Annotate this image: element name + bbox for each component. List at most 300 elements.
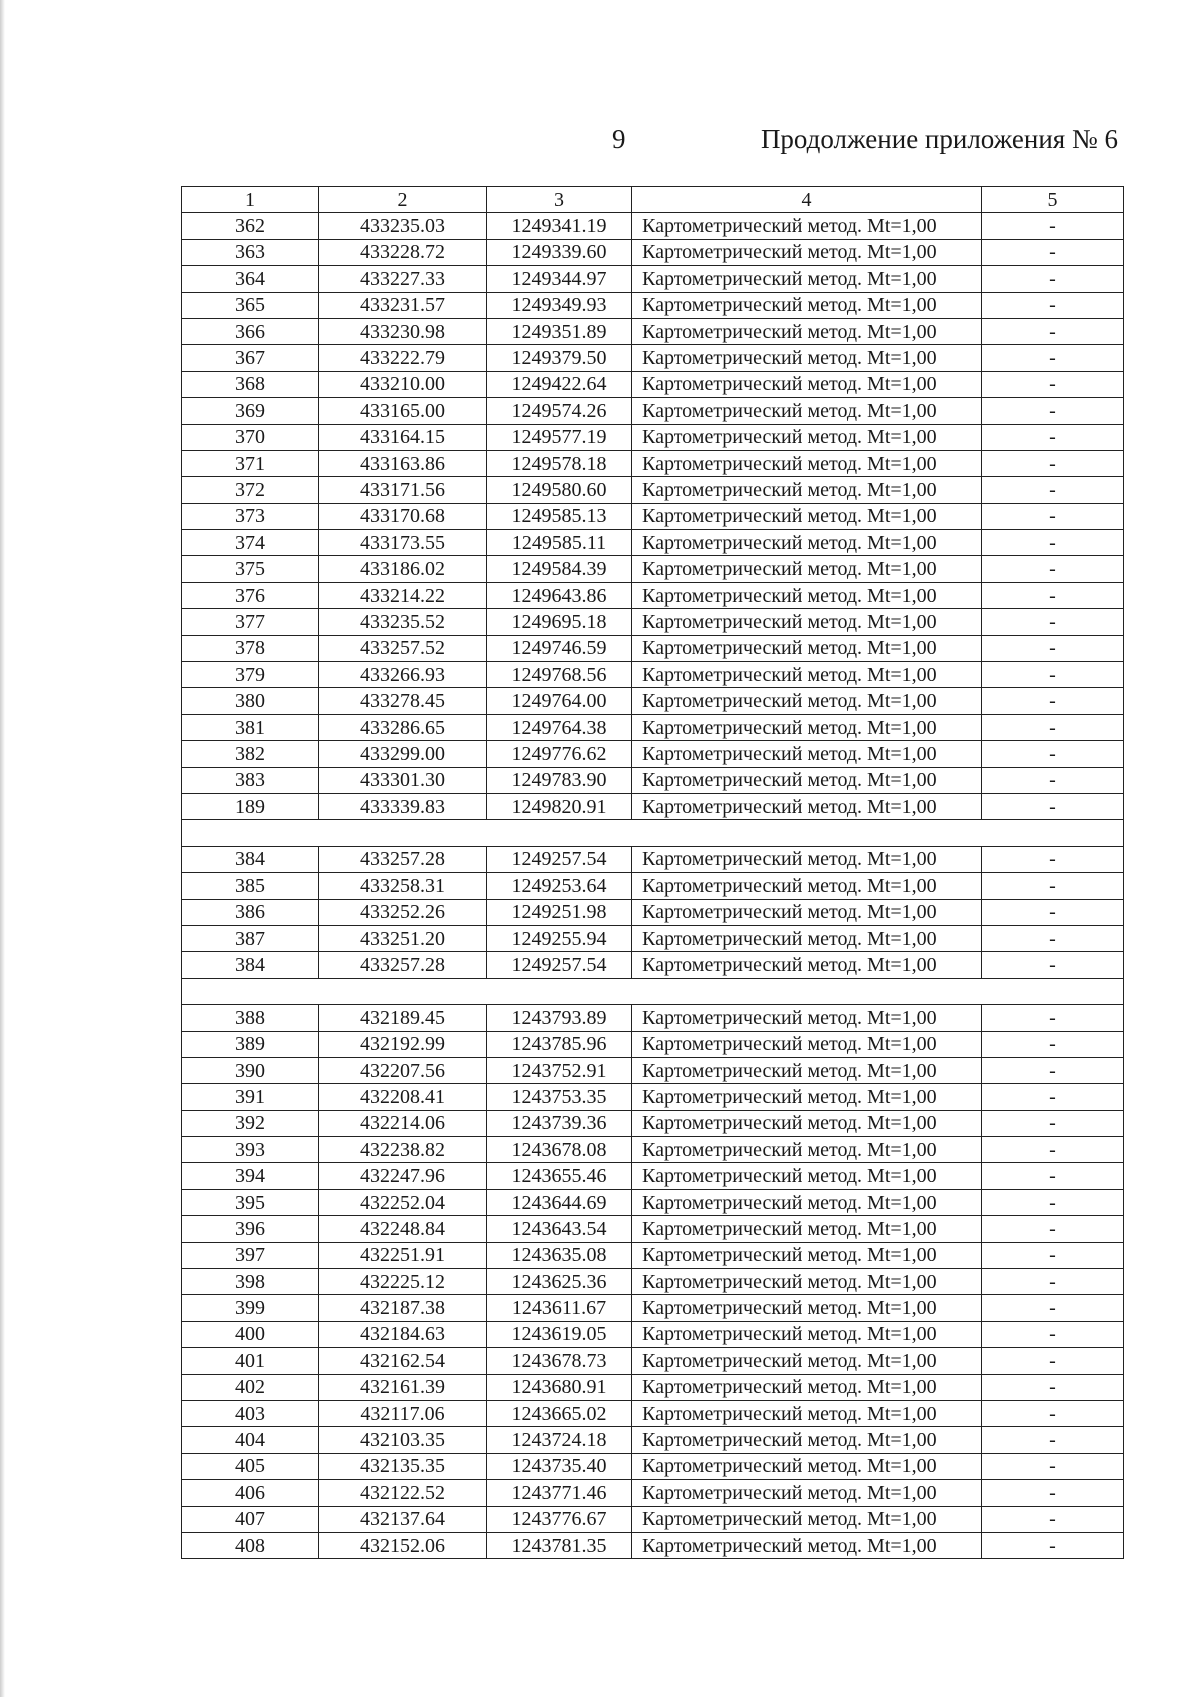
note-cell: - [982, 1057, 1124, 1083]
note-cell: - [982, 1453, 1124, 1479]
x-coordinate-cell: 433235.03 [319, 213, 487, 239]
x-coordinate-cell: 433251.20 [319, 925, 487, 951]
x-coordinate-cell: 433186.02 [319, 556, 487, 582]
method-cell: Картометрический метод. Mt=1,00 [632, 925, 982, 951]
method-cell: Картометрический метод. Mt=1,00 [632, 1163, 982, 1189]
x-coordinate-cell: 432247.96 [319, 1163, 487, 1189]
method-cell: Картометрический метод. Mt=1,00 [632, 450, 982, 476]
table-row [182, 1295, 1124, 1321]
point-number-cell: 398 [182, 1269, 319, 1295]
table-row [182, 767, 1124, 793]
note-cell: - [982, 662, 1124, 688]
note-cell: - [982, 345, 1124, 371]
y-coordinate-cell: 1249585.11 [487, 530, 632, 556]
point-number-cell: 370 [182, 424, 319, 450]
method-cell: Картометрический метод. Mt=1,00 [632, 899, 982, 925]
table-row [182, 1084, 1124, 1110]
y-coordinate-cell: 1243793.89 [487, 1005, 632, 1031]
y-coordinate-cell: 1249349.93 [487, 292, 632, 318]
table-row [182, 318, 1124, 344]
y-coordinate-cell: 1249341.19 [487, 213, 632, 239]
table-row [182, 450, 1124, 476]
method-cell: Картометрический метод. Mt=1,00 [632, 239, 982, 265]
method-cell: Картометрический метод. Mt=1,00 [632, 398, 982, 424]
note-cell: - [982, 318, 1124, 344]
note-cell: - [982, 741, 1124, 767]
point-number-cell: 385 [182, 873, 319, 899]
note-cell: - [982, 530, 1124, 556]
note-cell: - [982, 503, 1124, 529]
method-cell: Картометрический метод. Mt=1,00 [632, 213, 982, 239]
contour-separator-cell [182, 820, 1124, 846]
column-header-1: 1 [182, 187, 319, 213]
table-row [182, 741, 1124, 767]
table-row [182, 345, 1124, 371]
x-coordinate-cell: 433252.26 [319, 899, 487, 925]
method-cell: Картометрический метод. Mt=1,00 [632, 345, 982, 371]
table-row [182, 1480, 1124, 1506]
x-coordinate-cell: 433164.15 [319, 424, 487, 450]
table-row [182, 424, 1124, 450]
x-coordinate-cell: 432214.06 [319, 1110, 487, 1136]
note-cell: - [982, 873, 1124, 899]
x-coordinate-cell: 433231.57 [319, 292, 487, 318]
point-number-cell: 381 [182, 714, 319, 740]
method-cell: Картометрический метод. Mt=1,00 [632, 609, 982, 635]
point-number-cell: 404 [182, 1427, 319, 1453]
table-header-row [182, 187, 1124, 213]
point-number-cell: 374 [182, 530, 319, 556]
x-coordinate-cell: 432251.91 [319, 1242, 487, 1268]
x-coordinate-cell: 433210.00 [319, 371, 487, 397]
method-cell: Картометрический метод. Mt=1,00 [632, 424, 982, 450]
y-coordinate-cell: 1249584.39 [487, 556, 632, 582]
table-row [182, 371, 1124, 397]
x-coordinate-cell: 433230.98 [319, 318, 487, 344]
point-number-cell: 386 [182, 899, 319, 925]
point-number-cell: 400 [182, 1321, 319, 1347]
note-cell: - [982, 1348, 1124, 1374]
x-coordinate-cell: 433173.55 [319, 530, 487, 556]
table-row [182, 952, 1124, 978]
note-cell: - [982, 1110, 1124, 1136]
point-number-cell: 363 [182, 239, 319, 265]
note-cell: - [982, 1137, 1124, 1163]
point-number-cell: 388 [182, 1005, 319, 1031]
column-header-5: 5 [982, 187, 1124, 213]
table-row [182, 1269, 1124, 1295]
point-number-cell: 394 [182, 1163, 319, 1189]
table-row [182, 662, 1124, 688]
point-number-cell: 378 [182, 635, 319, 661]
method-cell: Картометрический метод. Mt=1,00 [632, 1110, 982, 1136]
table-row [182, 609, 1124, 635]
point-number-cell: 382 [182, 741, 319, 767]
method-cell: Картометрический метод. Mt=1,00 [632, 556, 982, 582]
y-coordinate-cell: 1249768.56 [487, 662, 632, 688]
x-coordinate-cell: 432208.41 [319, 1084, 487, 1110]
method-cell: Картометрический метод. Mt=1,00 [632, 1057, 982, 1083]
x-coordinate-cell: 432135.35 [319, 1453, 487, 1479]
contour-separator-row [182, 820, 1124, 846]
x-coordinate-cell: 433258.31 [319, 873, 487, 899]
point-number-cell: 383 [182, 767, 319, 793]
method-cell: Картометрический метод. Mt=1,00 [632, 1189, 982, 1215]
point-number-cell: 395 [182, 1189, 319, 1215]
note-cell: - [982, 952, 1124, 978]
point-number-cell: 371 [182, 450, 319, 476]
note-cell: - [982, 767, 1124, 793]
y-coordinate-cell: 1249764.00 [487, 688, 632, 714]
method-cell: Картометрический метод. Mt=1,00 [632, 1242, 982, 1268]
table-row [182, 1031, 1124, 1057]
method-cell: Картометрический метод. Mt=1,00 [632, 530, 982, 556]
method-cell: Картометрический метод. Mt=1,00 [632, 1216, 982, 1242]
table-row [182, 1453, 1124, 1479]
x-coordinate-cell: 432248.84 [319, 1216, 487, 1242]
point-number-cell: 391 [182, 1084, 319, 1110]
note-cell: - [982, 846, 1124, 872]
point-number-cell: 408 [182, 1532, 319, 1558]
note-cell: - [982, 1163, 1124, 1189]
point-number-cell: 375 [182, 556, 319, 582]
note-cell: - [982, 1216, 1124, 1242]
y-coordinate-cell: 1249643.86 [487, 582, 632, 608]
method-cell: Картометрический метод. Mt=1,00 [632, 1137, 982, 1163]
point-number-cell: 365 [182, 292, 319, 318]
y-coordinate-cell: 1249339.60 [487, 239, 632, 265]
y-coordinate-cell: 1249783.90 [487, 767, 632, 793]
table-row [182, 899, 1124, 925]
x-coordinate-cell: 432189.45 [319, 1005, 487, 1031]
method-cell: Картометрический метод. Mt=1,00 [632, 292, 982, 318]
note-cell: - [982, 925, 1124, 951]
y-coordinate-cell: 1243644.69 [487, 1189, 632, 1215]
table-row [182, 1005, 1124, 1031]
table-row [182, 1348, 1124, 1374]
y-coordinate-cell: 1249695.18 [487, 609, 632, 635]
method-cell: Картометрический метод. Mt=1,00 [632, 1506, 982, 1532]
method-cell: Картометрический метод. Mt=1,00 [632, 371, 982, 397]
x-coordinate-cell: 432252.04 [319, 1189, 487, 1215]
x-coordinate-cell: 433278.45 [319, 688, 487, 714]
x-coordinate-cell: 432137.64 [319, 1506, 487, 1532]
method-cell: Картометрический метод. Mt=1,00 [632, 1031, 982, 1057]
column-header-4: 4 [632, 187, 982, 213]
note-cell: - [982, 1374, 1124, 1400]
point-number-cell: 384 [182, 846, 319, 872]
note-cell: - [982, 609, 1124, 635]
y-coordinate-cell: 1243635.08 [487, 1242, 632, 1268]
x-coordinate-cell: 433214.22 [319, 582, 487, 608]
table-row [182, 1532, 1124, 1558]
y-coordinate-cell: 1243665.02 [487, 1400, 632, 1426]
point-number-cell: 369 [182, 398, 319, 424]
method-cell: Картометрический метод. Mt=1,00 [632, 1427, 982, 1453]
note-cell: - [982, 1427, 1124, 1453]
note-cell: - [982, 477, 1124, 503]
y-coordinate-cell: 1243678.08 [487, 1137, 632, 1163]
note-cell: - [982, 1506, 1124, 1532]
note-cell: - [982, 556, 1124, 582]
x-coordinate-cell: 432152.06 [319, 1532, 487, 1558]
y-coordinate-cell: 1249253.64 [487, 873, 632, 899]
note-cell: - [982, 266, 1124, 292]
note-cell: - [982, 1242, 1124, 1268]
coordinates-table [181, 186, 1124, 1559]
y-coordinate-cell: 1243776.67 [487, 1506, 632, 1532]
table-row [182, 556, 1124, 582]
table-row [182, 398, 1124, 424]
y-coordinate-cell: 1249351.89 [487, 318, 632, 344]
y-coordinate-cell: 1243785.96 [487, 1031, 632, 1057]
table-row [182, 530, 1124, 556]
note-cell: - [982, 450, 1124, 476]
x-coordinate-cell: 432192.99 [319, 1031, 487, 1057]
method-cell: Картометрический метод. Mt=1,00 [632, 1400, 982, 1426]
method-cell: Картометрический метод. Mt=1,00 [632, 503, 982, 529]
table-row [182, 1189, 1124, 1215]
y-coordinate-cell: 1249344.97 [487, 266, 632, 292]
note-cell: - [982, 1005, 1124, 1031]
y-coordinate-cell: 1249255.94 [487, 925, 632, 951]
table-row [182, 1374, 1124, 1400]
point-number-cell: 392 [182, 1110, 319, 1136]
x-coordinate-cell: 432225.12 [319, 1269, 487, 1295]
y-coordinate-cell: 1243724.18 [487, 1427, 632, 1453]
page-heading: Продолжение приложения № 6 [760, 124, 1118, 154]
method-cell: Картометрический метод. Mt=1,00 [632, 318, 982, 344]
method-cell: Картометрический метод. Mt=1,00 [632, 266, 982, 292]
y-coordinate-cell: 1249578.18 [487, 450, 632, 476]
method-cell: Картометрический метод. Mt=1,00 [632, 1453, 982, 1479]
table-row [182, 1110, 1124, 1136]
y-coordinate-cell: 1249251.98 [487, 899, 632, 925]
note-cell: - [982, 1189, 1124, 1215]
method-cell: Картометрический метод. Mt=1,00 [632, 793, 982, 819]
table-row [182, 266, 1124, 292]
point-number-cell: 364 [182, 266, 319, 292]
note-cell: - [982, 1532, 1124, 1558]
y-coordinate-cell: 1243752.91 [487, 1057, 632, 1083]
method-cell: Картометрический метод. Mt=1,00 [632, 1295, 982, 1321]
y-coordinate-cell: 1249257.54 [487, 952, 632, 978]
note-cell: - [982, 1084, 1124, 1110]
table-row [182, 1057, 1124, 1083]
note-cell: - [982, 1480, 1124, 1506]
x-coordinate-cell: 432238.82 [319, 1137, 487, 1163]
x-coordinate-cell: 433286.65 [319, 714, 487, 740]
coordinates-table-body [182, 187, 1124, 1559]
x-coordinate-cell: 433301.30 [319, 767, 487, 793]
table-row [182, 582, 1124, 608]
page-number: 9 [612, 124, 626, 154]
y-coordinate-cell: 1243655.46 [487, 1163, 632, 1189]
point-number-cell: 189 [182, 793, 319, 819]
x-coordinate-cell: 433228.72 [319, 239, 487, 265]
note-cell: - [982, 1269, 1124, 1295]
table-row [182, 793, 1124, 819]
y-coordinate-cell: 1249577.19 [487, 424, 632, 450]
y-coordinate-cell: 1243643.54 [487, 1216, 632, 1242]
x-coordinate-cell: 432184.63 [319, 1321, 487, 1347]
note-cell: - [982, 793, 1124, 819]
column-header-3: 3 [487, 187, 632, 213]
y-coordinate-cell: 1243739.36 [487, 1110, 632, 1136]
table-row [182, 846, 1124, 872]
note-cell: - [982, 635, 1124, 661]
point-number-cell: 405 [182, 1453, 319, 1479]
scan-edge-shadow [0, 0, 5, 1697]
x-coordinate-cell: 433171.56 [319, 477, 487, 503]
table-row [182, 213, 1124, 239]
y-coordinate-cell: 1249585.13 [487, 503, 632, 529]
y-coordinate-cell: 1243753.35 [487, 1084, 632, 1110]
method-cell: Картометрический метод. Mt=1,00 [632, 952, 982, 978]
table-row [182, 873, 1124, 899]
y-coordinate-cell: 1249764.38 [487, 714, 632, 740]
note-cell: - [982, 1400, 1124, 1426]
note-cell: - [982, 899, 1124, 925]
x-coordinate-cell: 432117.06 [319, 1400, 487, 1426]
point-number-cell: 389 [182, 1031, 319, 1057]
note-cell: - [982, 239, 1124, 265]
method-cell: Картометрический метод. Mt=1,00 [632, 1321, 982, 1347]
x-coordinate-cell: 433163.86 [319, 450, 487, 476]
y-coordinate-cell: 1249746.59 [487, 635, 632, 661]
note-cell: - [982, 371, 1124, 397]
point-number-cell: 407 [182, 1506, 319, 1532]
x-coordinate-cell: 432162.54 [319, 1348, 487, 1374]
table-row [182, 1506, 1124, 1532]
x-coordinate-cell: 433299.00 [319, 741, 487, 767]
note-cell: - [982, 714, 1124, 740]
point-number-cell: 399 [182, 1295, 319, 1321]
y-coordinate-cell: 1243625.36 [487, 1269, 632, 1295]
note-cell: - [982, 1321, 1124, 1347]
point-number-cell: 380 [182, 688, 319, 714]
method-cell: Картометрический метод. Mt=1,00 [632, 1480, 982, 1506]
point-number-cell: 406 [182, 1480, 319, 1506]
x-coordinate-cell: 433339.83 [319, 793, 487, 819]
x-coordinate-cell: 433257.28 [319, 846, 487, 872]
note-cell: - [982, 398, 1124, 424]
note-cell: - [982, 582, 1124, 608]
y-coordinate-cell: 1249574.26 [487, 398, 632, 424]
x-coordinate-cell: 433227.33 [319, 266, 487, 292]
note-cell: - [982, 688, 1124, 714]
point-number-cell: 379 [182, 662, 319, 688]
table-row [182, 714, 1124, 740]
method-cell: Картометрический метод. Mt=1,00 [632, 635, 982, 661]
x-coordinate-cell: 433257.52 [319, 635, 487, 661]
point-number-cell: 387 [182, 925, 319, 951]
y-coordinate-cell: 1249379.50 [487, 345, 632, 371]
method-cell: Картометрический метод. Mt=1,00 [632, 1269, 982, 1295]
point-number-cell: 393 [182, 1137, 319, 1163]
point-number-cell: 373 [182, 503, 319, 529]
method-cell: Картометрический метод. Mt=1,00 [632, 1532, 982, 1558]
method-cell: Картометрический метод. Mt=1,00 [632, 688, 982, 714]
method-cell: Картометрический метод. Mt=1,00 [632, 741, 982, 767]
point-number-cell: 377 [182, 609, 319, 635]
y-coordinate-cell: 1243771.46 [487, 1480, 632, 1506]
x-coordinate-cell: 433235.52 [319, 609, 487, 635]
x-coordinate-cell: 433222.79 [319, 345, 487, 371]
y-coordinate-cell: 1249820.91 [487, 793, 632, 819]
table-row [182, 1321, 1124, 1347]
note-cell: - [982, 1295, 1124, 1321]
method-cell: Картометрический метод. Mt=1,00 [632, 714, 982, 740]
point-number-cell: 376 [182, 582, 319, 608]
y-coordinate-cell: 1249422.64 [487, 371, 632, 397]
x-coordinate-cell: 432161.39 [319, 1374, 487, 1400]
y-coordinate-cell: 1243735.40 [487, 1453, 632, 1479]
point-number-cell: 397 [182, 1242, 319, 1268]
y-coordinate-cell: 1249776.62 [487, 741, 632, 767]
table-row [182, 503, 1124, 529]
table-row [182, 239, 1124, 265]
point-number-cell: 401 [182, 1348, 319, 1374]
point-number-cell: 368 [182, 371, 319, 397]
contour-separator-cell [182, 978, 1124, 1004]
table-row [182, 635, 1124, 661]
x-coordinate-cell: 433165.00 [319, 398, 487, 424]
point-number-cell: 403 [182, 1400, 319, 1426]
note-cell: - [982, 1031, 1124, 1057]
point-number-cell: 402 [182, 1374, 319, 1400]
x-coordinate-cell: 432207.56 [319, 1057, 487, 1083]
method-cell: Картометрический метод. Mt=1,00 [632, 767, 982, 793]
y-coordinate-cell: 1249257.54 [487, 846, 632, 872]
table-row [182, 925, 1124, 951]
table-row [182, 292, 1124, 318]
contour-separator-row [182, 978, 1124, 1004]
method-cell: Картометрический метод. Mt=1,00 [632, 846, 982, 872]
y-coordinate-cell: 1249580.60 [487, 477, 632, 503]
point-number-cell: 372 [182, 477, 319, 503]
y-coordinate-cell: 1243680.91 [487, 1374, 632, 1400]
note-cell: - [982, 424, 1124, 450]
method-cell: Картометрический метод. Mt=1,00 [632, 873, 982, 899]
method-cell: Картометрический метод. Mt=1,00 [632, 1084, 982, 1110]
table-row [182, 1427, 1124, 1453]
table-row [182, 1163, 1124, 1189]
x-coordinate-cell: 432187.38 [319, 1295, 487, 1321]
x-coordinate-cell: 432122.52 [319, 1480, 487, 1506]
method-cell: Картометрический метод. Mt=1,00 [632, 662, 982, 688]
point-number-cell: 362 [182, 213, 319, 239]
x-coordinate-cell: 433266.93 [319, 662, 487, 688]
table-row [182, 1137, 1124, 1163]
method-cell: Картометрический метод. Mt=1,00 [632, 477, 982, 503]
method-cell: Картометрический метод. Mt=1,00 [632, 1374, 982, 1400]
point-number-cell: 366 [182, 318, 319, 344]
table-row [182, 1242, 1124, 1268]
y-coordinate-cell: 1243611.67 [487, 1295, 632, 1321]
note-cell: - [982, 292, 1124, 318]
table-row [182, 1216, 1124, 1242]
point-number-cell: 390 [182, 1057, 319, 1083]
table-row [182, 688, 1124, 714]
column-header-2: 2 [319, 187, 487, 213]
table-row [182, 477, 1124, 503]
y-coordinate-cell: 1243678.73 [487, 1348, 632, 1374]
method-cell: Картометрический метод. Mt=1,00 [632, 582, 982, 608]
method-cell: Картометрический метод. Mt=1,00 [632, 1005, 982, 1031]
y-coordinate-cell: 1243781.35 [487, 1532, 632, 1558]
point-number-cell: 384 [182, 952, 319, 978]
